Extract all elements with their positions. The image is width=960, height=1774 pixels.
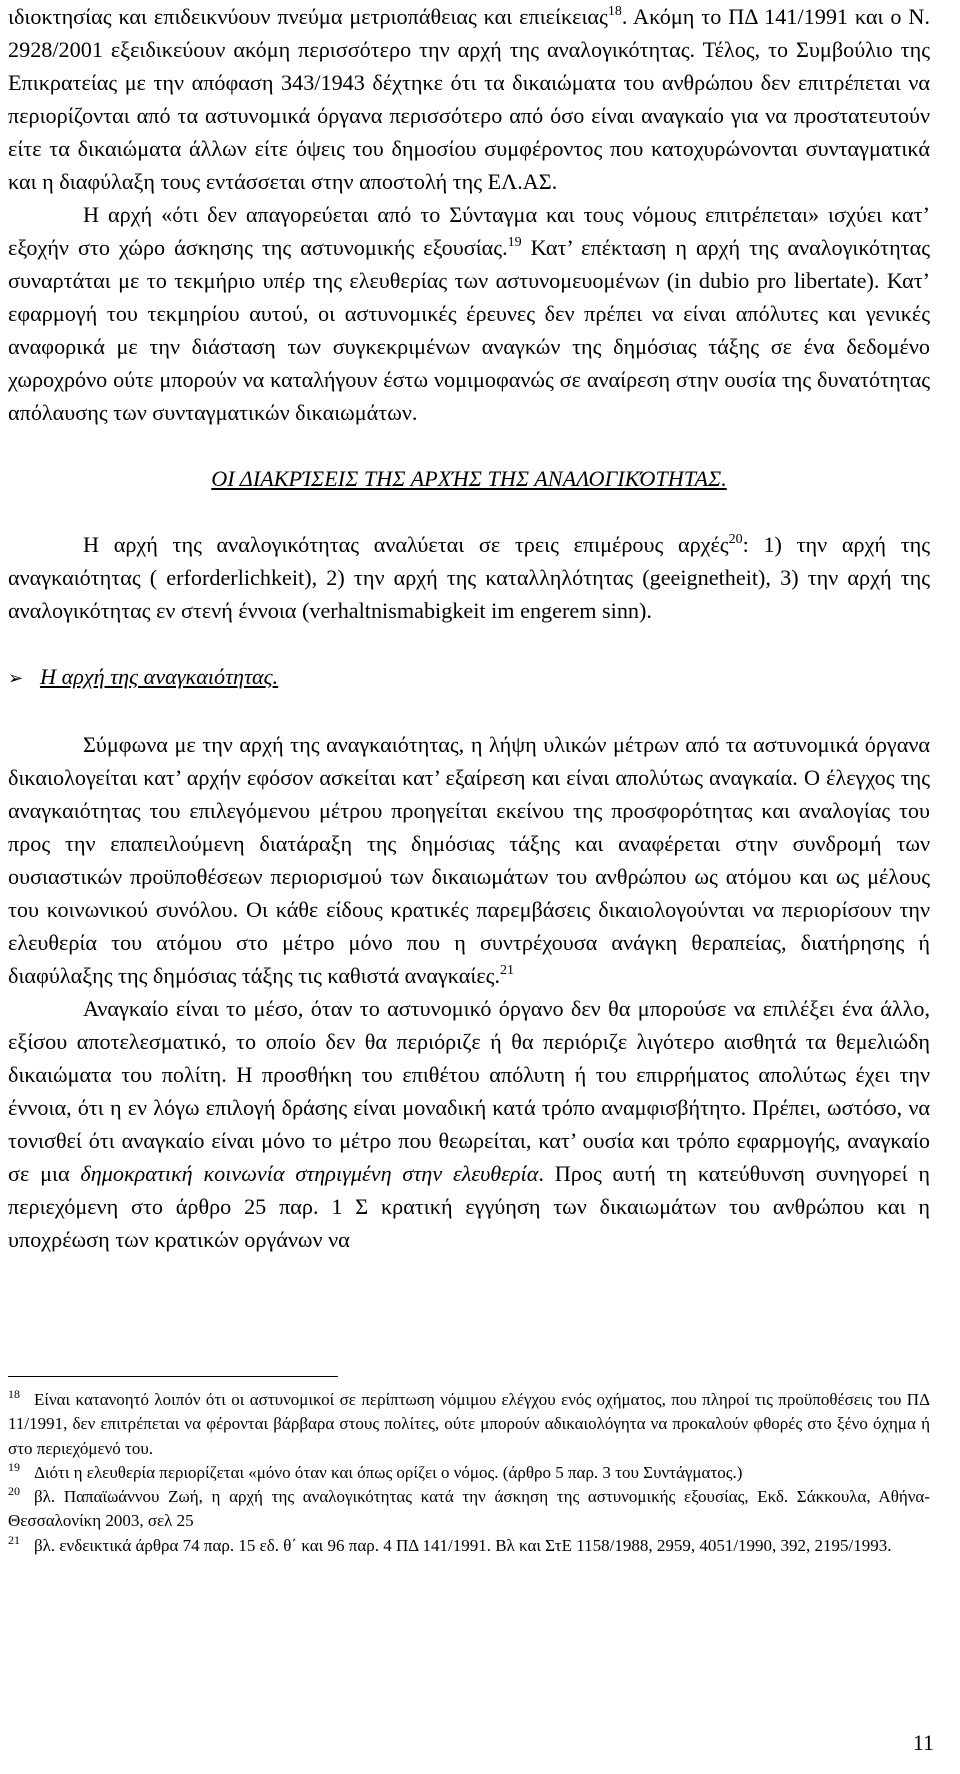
- footnote-number: 19: [8, 1459, 20, 1474]
- paragraph-3-text-a: Η αρχή της αναλογικότητας αναλύεται σε τρεις επιμέρους αρχές: [83, 532, 729, 557]
- paragraph-5-text-a: Αναγκαίο είναι το μέσο, όταν το αστυνομικό όργανο δεν θα μπορούσε να επιλέξει ένα άλλο, εξίσου αποτελεσματικό, το οποίο δεν θα περιόριζε ή θα περιόριζε λιγότερο αισθητά τα θεμελιώδη δικαιώματα του πολίτη. Η προσθήκη του επιθέτου απόλυτη ή του επιρρήματος απολύτως έχει την έννοια, ότι η εν λόγω επιλογή δράσης είναι μοναδική κατά τρόπο αναμφισβήτητο. Πρέπει, ωστόσο, να τονισθεί ότι αναγκαίο είναι μόνο το μέτρο που θεωρείται, κατ’ ουσία και τρόπο εφαρμογής, αναγκαίο σε μια: [8, 996, 930, 1186]
- footnotes: [8, 1388, 930, 1558]
- body-text: [8, 0, 930, 1256]
- paragraph-2: [8, 198, 930, 429]
- footnote-separator: [8, 1376, 338, 1377]
- paragraph-2-text-b: Κατ’ επέκταση η αρχή της αναλογικότητας συναρτάται με το τεκμήριο υπέρ της ελευθερίας των αστυνομευομένων (in dubio pro libertate). Κατ’ εφαρμογή του τεκμηρίου αυτού, οι αστυνομικές έρευνες δεν πρέπει να είναι απόλυτες και γενικές αναφορικά με την διάσταση των συγκεκριμένων αναγκών της δημόσιας τάξης σε ένα δεδομένο χωροχρόνο ούτε μπορούν να καταλήγουν έστω νομιμοφανώς σε αναίρεση στην ουσία της δυνατότητας απόλαυσης των συνταγματικών δικαιωμάτων.: [8, 235, 930, 425]
- arrow-bullet-icon: ➢: [8, 668, 24, 689]
- footnote-20: [8, 1485, 930, 1534]
- paragraph-5-text-b: . Προς αυτή τη κατεύθυνση συνηγορεί η περιεχόμενη στο άρθρο 25 παρ. 1 Σ κρατική εγγύηση των δικαιωμάτων του ανθρώπου και η υποχρέωση των κρατικών οργάνων να: [8, 1161, 930, 1252]
- footnote-text: Διότι η ελευθερία περιορίζεται «μόνο όταν και όπως ορίζει ο νόμος. (άρθρο 5 παρ. 3 του Συντάγματος.): [34, 1462, 743, 1482]
- footnote-ref-19[interactable]: 19: [507, 235, 522, 250]
- paragraph-5: [8, 992, 930, 1256]
- document-page: [8, 0, 930, 1256]
- footnote-ref-20[interactable]: 20: [728, 532, 743, 547]
- paragraph-3: [8, 528, 930, 627]
- footnote-19: [8, 1461, 930, 1485]
- paragraph-1-text-b: . Ακόμη το ΠΔ 141/1991 και ο Ν. 2928/2001 εξειδικεύουν ακόμη περισσότερο την αρχή της αναλογικότητας. Τέλος, το Συμβούλιο της Επικρατείας με την απόφαση 343/1943 δέχτηκε ότι τα δικαιώματα του ανθρώπου δεν επιτρέπεται να περιορίζονται από τα αστυνομικά όργανα περισσότερο από όσο είναι αναγκαίο για να προστατευτούν είτε τα δικαιώματα άλλων είτε όψεις του δημοσίου συμφέροντος που κατοχυρώνονται συνταγματικά και η διαφύλαξη τους εντάσσεται στην αποστολή της ΕΛ.ΑΣ.: [8, 4, 930, 194]
- footnote-21: [8, 1534, 930, 1558]
- subsection-title: Η αρχή της αναγκαιότητας.: [40, 664, 279, 689]
- paragraph-1-text-a: ιδιοκτησίας και επιδεικνύουν πνεύμα μετριοπάθειας και επιείκειας: [8, 4, 608, 29]
- paragraph-3-text-b: : 1) την αρχή της αναγκαιότητας ( erforderlichkeit), 2) την αρχή της καταλληλότητας (geeignetheit), 3) την αρχή της αναλογικότητας εν στενή έννοια (verhaltnismabigkeit im engerem sinn).: [8, 532, 930, 623]
- section-heading: ΟΙ ΔΙΑΚΡΊΣΕΙΣ ΤΗΣ ΑΡΧΉΣ ΤΗΣ ΑΝΑΛΟΓΙΚΌΤΗΤΑΣ.: [211, 466, 727, 491]
- paragraph-1: [8, 0, 930, 198]
- footnote-number: 20: [8, 1484, 20, 1499]
- page-number: 11: [912, 1730, 934, 1755]
- footnote-number: 18: [8, 1387, 20, 1401]
- footnote-text: Είναι κατανοητό λοιπόν ότι οι αστυνομικοί σε περίπτωση νόμιμου ελέγχου ενός οχήματος, που πληροί τις προϋποθέσεις του ΠΔ 11/1991, δεν επιτρέπεται να φέρονται βάρβαρα στους πολίτες, ούτε μπορούν αδικαιολόγητα να προκαλούν φθορές στο ξένο όχημα ή στο περιεχόμενό του.: [8, 1390, 930, 1458]
- paragraph-4: [8, 728, 930, 992]
- footnote-ref-18[interactable]: 18: [607, 4, 622, 19]
- paragraph-5-emphasis: δημοκρατική κοινωνία στηριγμένη στην ελευθερία: [80, 1161, 539, 1186]
- footnote-text: βλ. Παπαϊωάννου Ζωή, η αρχή της αναλογικότητας κατά την άσκηση της αστυνομικής εξουσίας, Εκδ. Σάκκουλα, Αθήνα- Θεσσαλονίκη 2003, σελ 25: [8, 1487, 930, 1531]
- footnote-ref-21[interactable]: 21: [500, 963, 514, 978]
- footnote-number: 21: [8, 1532, 20, 1547]
- footnote-18: [8, 1388, 930, 1461]
- paragraph-4-text: Σύμφωνα με την αρχή της αναγκαιότητας, η λήψη υλικών μέτρων από τα αστυνομικά όργανα δικαιολογείται κατ’ αρχήν εφόσον ασκείται κατ’ εξαίρεση και είναι απολύτως αναγκαία. Ο έλεγχος της αναγκαιότητας του επιλεγόμενου μέτρου προηγείται εκείνου της προσφορότητας και αναλογίας του προς την επαπειλούμενη διατάραξη της δημόσιας τάξης και αναφέρεται στην συνδρομή των ουσιαστικών προϋποθέσεων περιορισμού των δικαιωμάτων του ανθρώπου ως ατόμου και ως μέλους του κοινωνικού συνόλου. Οι κάθε είδους κρατικές παρεμβάσεις δικαιολογούνται να περιορίσουν την ελευθερία του ατόμου στο μέτρο μόνο που η συντρέχουσα ανάγκη θεραπείας, διατήρησης ή διαφύλαξης της δημόσιας τάξης τις καθιστά αναγκαίες.: [8, 732, 930, 988]
- subsection-bullet: [8, 660, 930, 695]
- footnote-text: βλ. ενδεικτικά άρθρα 74 παρ. 15 εδ. θ΄ και 96 παρ. 4 ΠΔ 141/1991. Βλ και ΣτΕ 1158/1988, 2959, 4051/1990, 392, 2195/1993.: [34, 1535, 892, 1555]
- paragraph-2-text-a: Η αρχή «ότι δεν απαγορεύεται από το Σύνταγμα και τους νόμους επιτρέπεται» ισχύει κατ’ εξοχήν στο χώρο άσκησης της αστυνομικής εξουσίας.: [8, 202, 930, 260]
